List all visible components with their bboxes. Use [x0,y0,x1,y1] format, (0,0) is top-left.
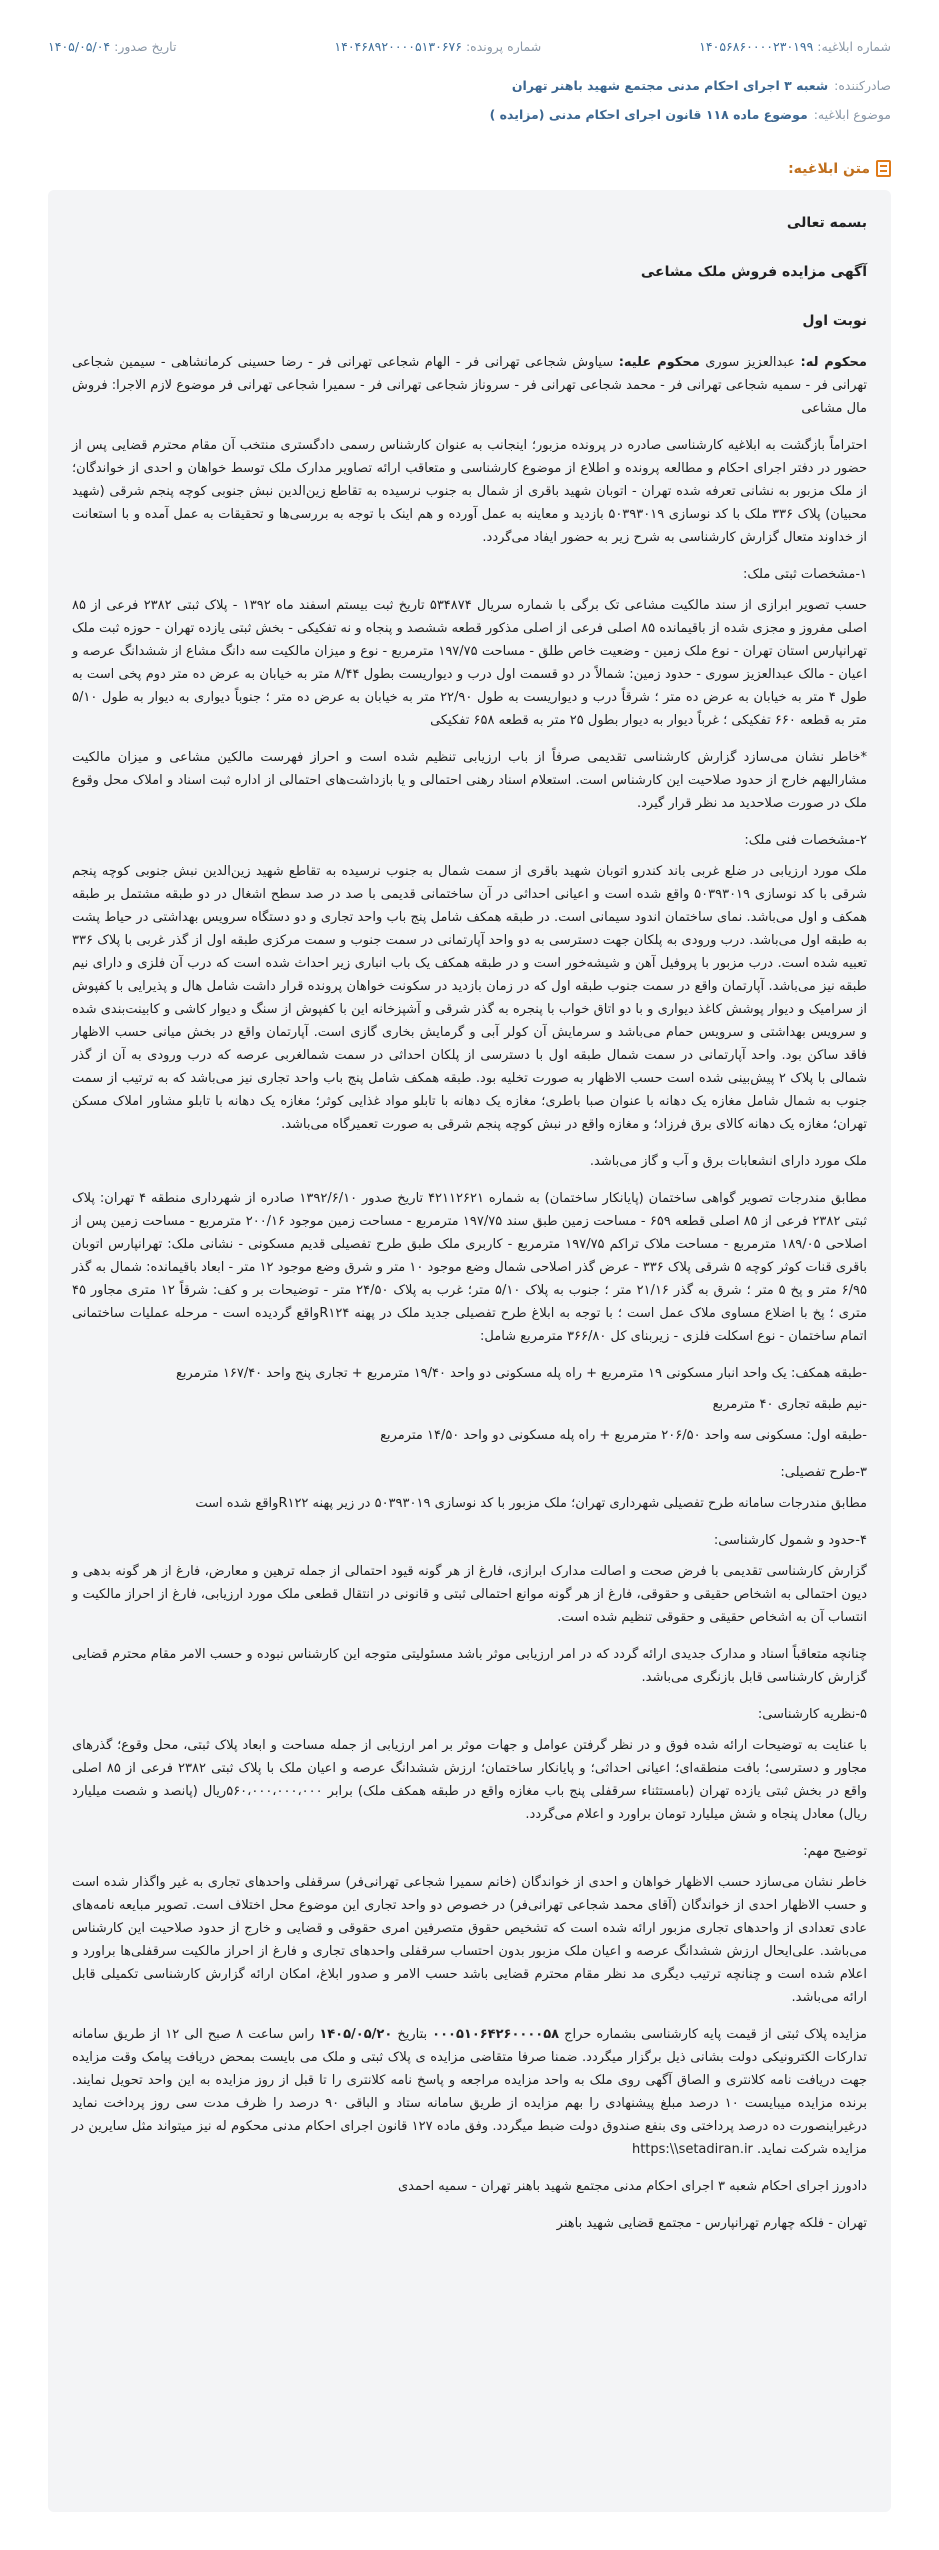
case-number: شماره پرونده: ۱۴۰۴۶۸۹۲۰۰۰۰۵۱۳۰۶۷۶ [334,38,542,54]
technical-paragraph: ملک مورد ارزیابی در ضلع غربی باند کندرو اتوبان شهید باقری از سمت شمال به جنوب نرسیده به تقاطع شهید زین‌الدین نبش جنوبی کوچه پنجم شرقی با کد نوسازی ۵۰۳۹۳۰۱۹ واقع شده است و اعیانی احداثی در آن ساختمانی قدیمی با صد در صد سطح اشغال در دو طبقه مشتمل بر طبقه همکف و اول می‌باشد. نمای ساختمان اندود سیمانی است. در طبقه همکف شامل پنج باب واحد تجاری و دو دستگاه سرویس بهداشتی در حیاط پشت به طبقه اول می‌باشد. درب ورودی به پلکان جهت دسترسی به دو واحد آپارتمانی در سمت جنوب و سمت مرکزی طبقه اول از گذر غربی با پلاک ۳۳۶ تعبیه شده است. درب مزبور با پروفیل آهن و شیشه‌خور است و در طبقه همکف یک باب انباری زیر احداث شده است که درب آن فلزی و دارای نیم طبقه نیز می‌باشد. آپارتمان واقع در سمت جنوب طبقه اول که در زمان بازدید در سکونت خواهان پرونده قرار داشت شامل هال و پذیرایی با کفپوش از سرامیک و دیوار پوشش کاغذ دیواری و با دو اتاق خواب با پنجره به گذر شرقی و آشپزخانه این با کفپوش از سنگ و دیوار کاشی و کابینت‌بندی شده و سرویس بهداشتی و سرویس حمام می‌باشد و سرمایش آن کولر آبی و گرمایش بخاری گازی است. آپارتمان واقع در بخش میانی حسب الاظهار فاقد ساکن بود. واحد آپارتمانی در سمت شمال طبقه اول با دسترسی از پلکان احداثی در سمت شمالغربی عرصه که درب ورودی به آن از گذر شمالی با پلاک ۲ پیش‌بینی شده است حسب الاظهار به صورت تخلیه بود. طبقه همکف شامل پنج باب واحد تجاری نیز می‌باشد که به ترتیب از سمت جنوب به شمال شامل مغازه یک دهانه با عنوان صبا باطری؛ مغازه یک دهانه با تابلو مواد غذایی کوثر؛ مغازه یک دهانه با تابلو مشاور املاک مسکن تهران؛ مغازه یک دهانه کالای برق فرزاد؛ و مغازه واقع در نبش کوچه پنجم شرقی به صورت تعمیرگاه می‌باشد. [72,864,868,1132]
document-icon [876,160,891,177]
signatory-paragraph: دادورز اجرای احکام شعبه ۳ اجرای احکام مدنی مجتمع شهید باهنر تهران - سمیه احمدی [397,2179,867,2194]
section-opinion: ۵-نظریه کارشناسی: [757,1707,867,1722]
detailed-plan-paragraph: مطابق مندرجات سامانه طرح تفصیلی شهرداری تهران؛ ملک مزبور با کد نوسازی ۵۰۳۹۳۰۱۹ در زیر پهنه R۱۲۲واقع شده است [195,1496,867,1511]
certificate-paragraph: مطابق مندرجات تصویر گواهی ساختمان (پایانکار ساختمان) به شماره ۴۲۱۱۲۶۲۱ تاریخ صدور ۱۳۹۲/۶/۱۰ صادره از شهرداری منطقه ۴ تهران: پلاک ثبتی ۲۳۸۲ فرعی از ۸۵ اصلی قطعه ۶۵۹ - مساحت زمین طبق سند ۱۹۷/۷۵ مترمربع - مساحت زمین موجود ۲۰۰/۱۶ مترمربع - مساحت زمین پس از اصلاحی ۱۸۹/۰۵ مترمربع - مساحت ملاک تراکم ۱۹۷/۷۵ مترمربع - کاربری ملک طبق طرح تفصیلی قدیم مسکونی - نشانی ملک: تهرانپارس اتوبان باقری قنات کوثر کوچه ۵ شرقی پلاک ۳۳۶ - عرض گذر اصلاحی شمال وضع موجود ۱۰ متر و شرق وضع موجود ۱۲ متر - ابعاد باقیمانده: شمال به گذر ۶/۹۵ متر و پخ ۵ متر ؛ شرق به گذر ۲۱/۱۶ متر ؛ جنوب به پلاک ۵/۱۰ متر؛ غرب به پلاک ۲۴/۵۰ متر - توضیحات بر و کف: شرقاً ۱۲ متری مجاور ۴۵ متری ؛ پخ با اضلاع مساوی ملاک عمل است ؛ با توجه به ابلاغ طرح تفصیلی جدید ملک در پهنه R۱۲۴واقع گردیده است - مرحله عملیات ساختمانی اتمام ساختمان - نوع اسکلت فلزی - زیربنای کل ۳۶۶/۸۰ مترمربع شامل: [72,1191,867,1344]
subject-line: موضوع ابلاغیه: موضوع ماده ۱۱۸ قانون اجرای احکام مدنی (مزایده ) [489,107,891,122]
basmala: بسمه تعالی [786,215,867,231]
opinion-paragraph: با عنایت به توضیحات ارائه شده فوق و در نظر گرفتن عوامل و جهات موثر بر امر ارزیابی از جمله مساحت و ابعاد پلاک ثبتی، محل وقوع؛ گذرهای مجاور و دسترسی؛ بافت منطقه‌ای؛ اعیانی احداثی؛ و پایانکار ساختمان؛ ارزش ششدانگ عرصه و اعیان ملک با پلاک ثبتی ۲۳۸۲ فرعی از ۸۵ اصلی واقع در بخش ثبتی یازده تهران (بامستثناء سرقفلی پنج باب مغازه واقع در طبقه همکف ملک) برابر ۵۶۰،۰۰۰،۰۰۰،۰۰۰ریال (پانصد و شصت میلیارد ریال) معادل پنجاه و شش میلیارد تومان براورد و اعلام می‌گردد. [72,1738,867,1822]
round-label: نوبت اول [802,313,867,329]
auction-date: ۱۴۰۵/۰۵/۲۰ [319,2027,393,2042]
issuer-line: صادرکننده: شعبه ۳ اجرای احکام مدنی مجتمع شهید باهنر تهران [511,78,891,93]
issue-date: تاریخ صدور: ۱۴۰۵/۰۵/۰۴ [48,38,177,54]
important-note-paragraph: خاطر نشان می‌سازد حسب الاظهار خواهان و احدی از خواندگان (خانم سمیرا شجاعی تهرانی‌فر) سرقفلی واحدهای تجاری به غیر واگذار شده است و حسب الاظهار احدی از خواندگان (آقای محمد شجاعی تهرانی‌فر) در خصوص دو واحد تجاری این موضوع محل اختلاف است. تصویر مبایعه نامه‌های عادی تعدادی از واحدهای تجاری مزبور ارائه شده است که تشخیص حقوق متصرفین امری حقوقی و قضایی و خارج از حدود صلاحیت این کارشناس می‌باشد. علی‌ایحال ارزش ششدانگ عرصه و اعیان ملک مزبور بدون احتساب سرقفلی واحدهای تجاری و فارغ از احراز مالکیت سرقفلی‌ها براورد و اعلام شده است و چنانچه ترتیب دیگری مد نظر مقام محترم قضایی باشد حسب الامر و صدور ابلاغ، امکان ارائه گزارش کارشناسی تکمیلی قابل ارائه می‌باشد. [72,1875,867,2005]
utilities-paragraph: ملک مورد دارای انشعابات برق و آب و گاز می‌باشد. [589,1154,867,1169]
auction-number: ۰۰۰۵۱۰۶۴۲۶۰۰۰۰۵۸ [432,2027,560,2042]
section-technical: ۲-مشخصات فنی ملک: [744,833,867,848]
section-important-note: توضیح مهم: [803,1844,867,1859]
notice-heading: آگهی مزایده فروش ملک مشاعی [640,264,867,280]
section-detailed-plan: ۳-طرح تفصیلی: [780,1465,867,1480]
address-paragraph: تهران - فلکه چهارم تهرانپارس - مجتمع قضایی شهید باهنر [556,2216,867,2231]
floor-mezzanine: -نیم طبقه تجاری ۴۰ مترمربع [712,1397,867,1412]
section-scope: ۴-حدود و شمول کارشناسی: [713,1533,867,1548]
parties-paragraph: محکوم له: عبدالعزیز سوری محکوم علیه: سیاوش شجاعی تهرانی فر - الهام شجاعی تهرانی فر - رضا حسینی کرمانشاهی - سیمین شجاعی تهرانی فر - سمیه شجاعی تهرانی فر - محمد شجاعی تهرانی فر - سروناز شجاعی تهرانی فر - سمیرا شجاعی تهرانی فر موضوع لازم الاجرا: فروش مال مشاعی [72,355,867,416]
scope-paragraph: گزارش کارشناسی تقدیمی با فرض صحت و اصالت مدارک ابرازی، فارغ از هر گونه قیود احتمالی از جمله ترهین و معارض، فارغ از هر گونه بدهی و دیون احتمالی به اشخاص حقیقی و حقوقی، فارغ از هر گونه موانع احتمالی ثبتی و قانونی در انتقال قطعی ملک مورد ارزیابی، فارغ از احراز مالکیت و انتساب آن به اشخاص حقیقی و حقوقی تنظیم شده است. [72,1564,867,1625]
registration-paragraph: حسب تصویر ابرازی از سند مالکیت مشاعی تک برگی با شماره سریال ۵۳۴۸۷۴ تاریخ ثبت بیستم اسفند ماه ۱۳۹۲ - پلاک ثبتی ۲۳۸۲ فرعی از ۸۵ اصلی مفروز و مجزی شده از باقیمانده ۸۵ اصلی فرعی از اصلی مذکور قطعه ششصد و پنجاه و نه تفکیکی - بخش ثبتی یازده تهران - حوزه ثبت ملک تهرانپارس استان تهران - نوع ملک زمین - وضعیت خاص طلق - مساحت ۱۹۷/۷۵ مترمربع - نوع و میزان مالکیت سه دانگ مشاع از ششدانگ عرصه و اعیان - مالک عبدالعزیز سوری - حدود زمین: شمالاً در دو قسمت اول درب و دیواریست بطول ۸/۴۴ متر به خیابان به عرض ده متر دوم پخی است به طول ۴ متر به خیابان به عرض ده متر ؛ شرقاً درب و دیواریست به طول ۲۲/۹۰ متر به خیابان به عرض ده متر ؛ جنوباً دیواری به دیوار به طول ۵/۱۰ متر به قطعه ۶۶۰ تفکیکی ؛ غرباً دیوار به دیوار بطول ۲۵ متر به قطعه ۶۵۸ تفکیکی [72,598,868,728]
notice-header [48,36,891,122]
header-meta-row [48,36,891,56]
notice-number: شماره ابلاغیه: ۱۴۰۵۶۸۶۰۰۰۰۲۳۰۱۹۹ [699,38,891,54]
section-registration: ۱-مشخصات ثبتی ملک: [743,567,867,582]
revision-paragraph: چنانچه متعاقباً اسناد و مدارک جدیدی ارائه گردد که در امر ارزیابی موثر باشد مسئولیتی متوجه این کارشناس نبوده و حسب الامر مقام محترم قضایی گزارش کارشناسی قابل بازنگری می‌باشد. [72,1647,867,1685]
disclaimer-paragraph: *خاطر نشان می‌سازد گزارش کارشناسی تقدیمی صرفاً از باب ارزیابی تنظیم شده است و احراز فهرست مالکین مشاعی و میزان مالکیت مشارالیهم خارج از حدود صلاحیت این کارشناس است. استعلام اسناد رهنی احتمالی و یا بازداشت‌های احتمالی از اداره ثبت اسناد و املاک محل وقوع ملک در صورت صلاحدید مد نظر قرار گیرد. [72,750,867,811]
auction-paragraph: مزایده پلاک ثبتی از قیمت پایه کارشناسی بشماره حراج ۰۰۰۵۱۰۶۴۲۶۰۰۰۰۵۸ بتاریخ ۱۴۰۵/۰۵/۲۰ راس ساعت ۸ صبح الی ۱۲ از طریق سامانه تدارکات الکترونیکی دولت بشانی ذیل برگزار میگردد. ضمنا صرفا متقاضی مزایده ی پلاک ثبتی و ملک می بایست بمحض دریافت پیامک وقت مزایده جهت دریافت نامه کلانتری و الصاق آگهی روی ملک به واحد مزایده مراجعه و پاسخ نامه کلانتری را تا قبل از روز مزایده به این واحد تحویل نمایند. برنده مزایده میبایست ۱۰ درصد مبلغ پیشنهادی را بهم مزایده از طریق سامانه ستاد و الباقی ۹۰ درصد را ظرف مدت سی روز پرداخت نماید درغیراینصورت ده درصد پرداختی وی بنفع صندوق دولت ضبط میگردد. وفق ماده ۱۲۷ قانون اجرای احکام مدنی محکوم له نیز میتواند مثل سایرین در مزایده شرکت نماید. https:\\setadiran.ir [72,2027,867,2157]
floor-first: -طبقه اول: مسکونی سه واحد ۲۰۶/۵۰ مترمربع + راه پله مسکونی دو واحد ۱۴/۵۰ مترمربع [380,1428,867,1443]
notice-body [48,190,891,2512]
floor-ground: -طبقه همکف: یک واحد انبار مسکونی ۱۹ مترمربع + راه پله مسکونی دو واحد ۱۹/۴۰ مترمربع + تجاری پنج واحد ۱۶۷/۴۰ مترمربع [176,1366,867,1381]
intro-paragraph: احتراماً بازگشت به ابلاغیه کارشناسی صادره در پرونده مزبور؛ اینجانب به عنوان کارشناس رسمی دادگستری منتخب آن مقام محترم قضایی پس از حضور در دفتر اجرای احکام و مطالعه پرونده و اطلاع از موضوع کارشناسی و متعاقب ارائه تصاویر مدارک ملک توسط خواهان و احدی از خواندگان؛ از ملک مزبور به نشانی تعرفه شده تهران - اتوبان شهید باقری از شمال به جنوب نرسیده به تقاطع زین‌الدین نبش جنوبی کوچه پنجم شرقی (شهید محبیان) پلاک ۳۳۶ ملک با کد نوسازی ۵۰۳۹۳۰۱۹ بازدید و معاینه به عمل آورده و هم اینک با توجه به بررسی‌ها و تحقیقات به عمل آمده و با استعانت از خداوند متعال گزارش کارشناسی به شرح زیر به حضور ایفاد می‌گردد. [72,438,868,545]
notice-text-title: متن ابلاغیه: [788,160,891,177]
